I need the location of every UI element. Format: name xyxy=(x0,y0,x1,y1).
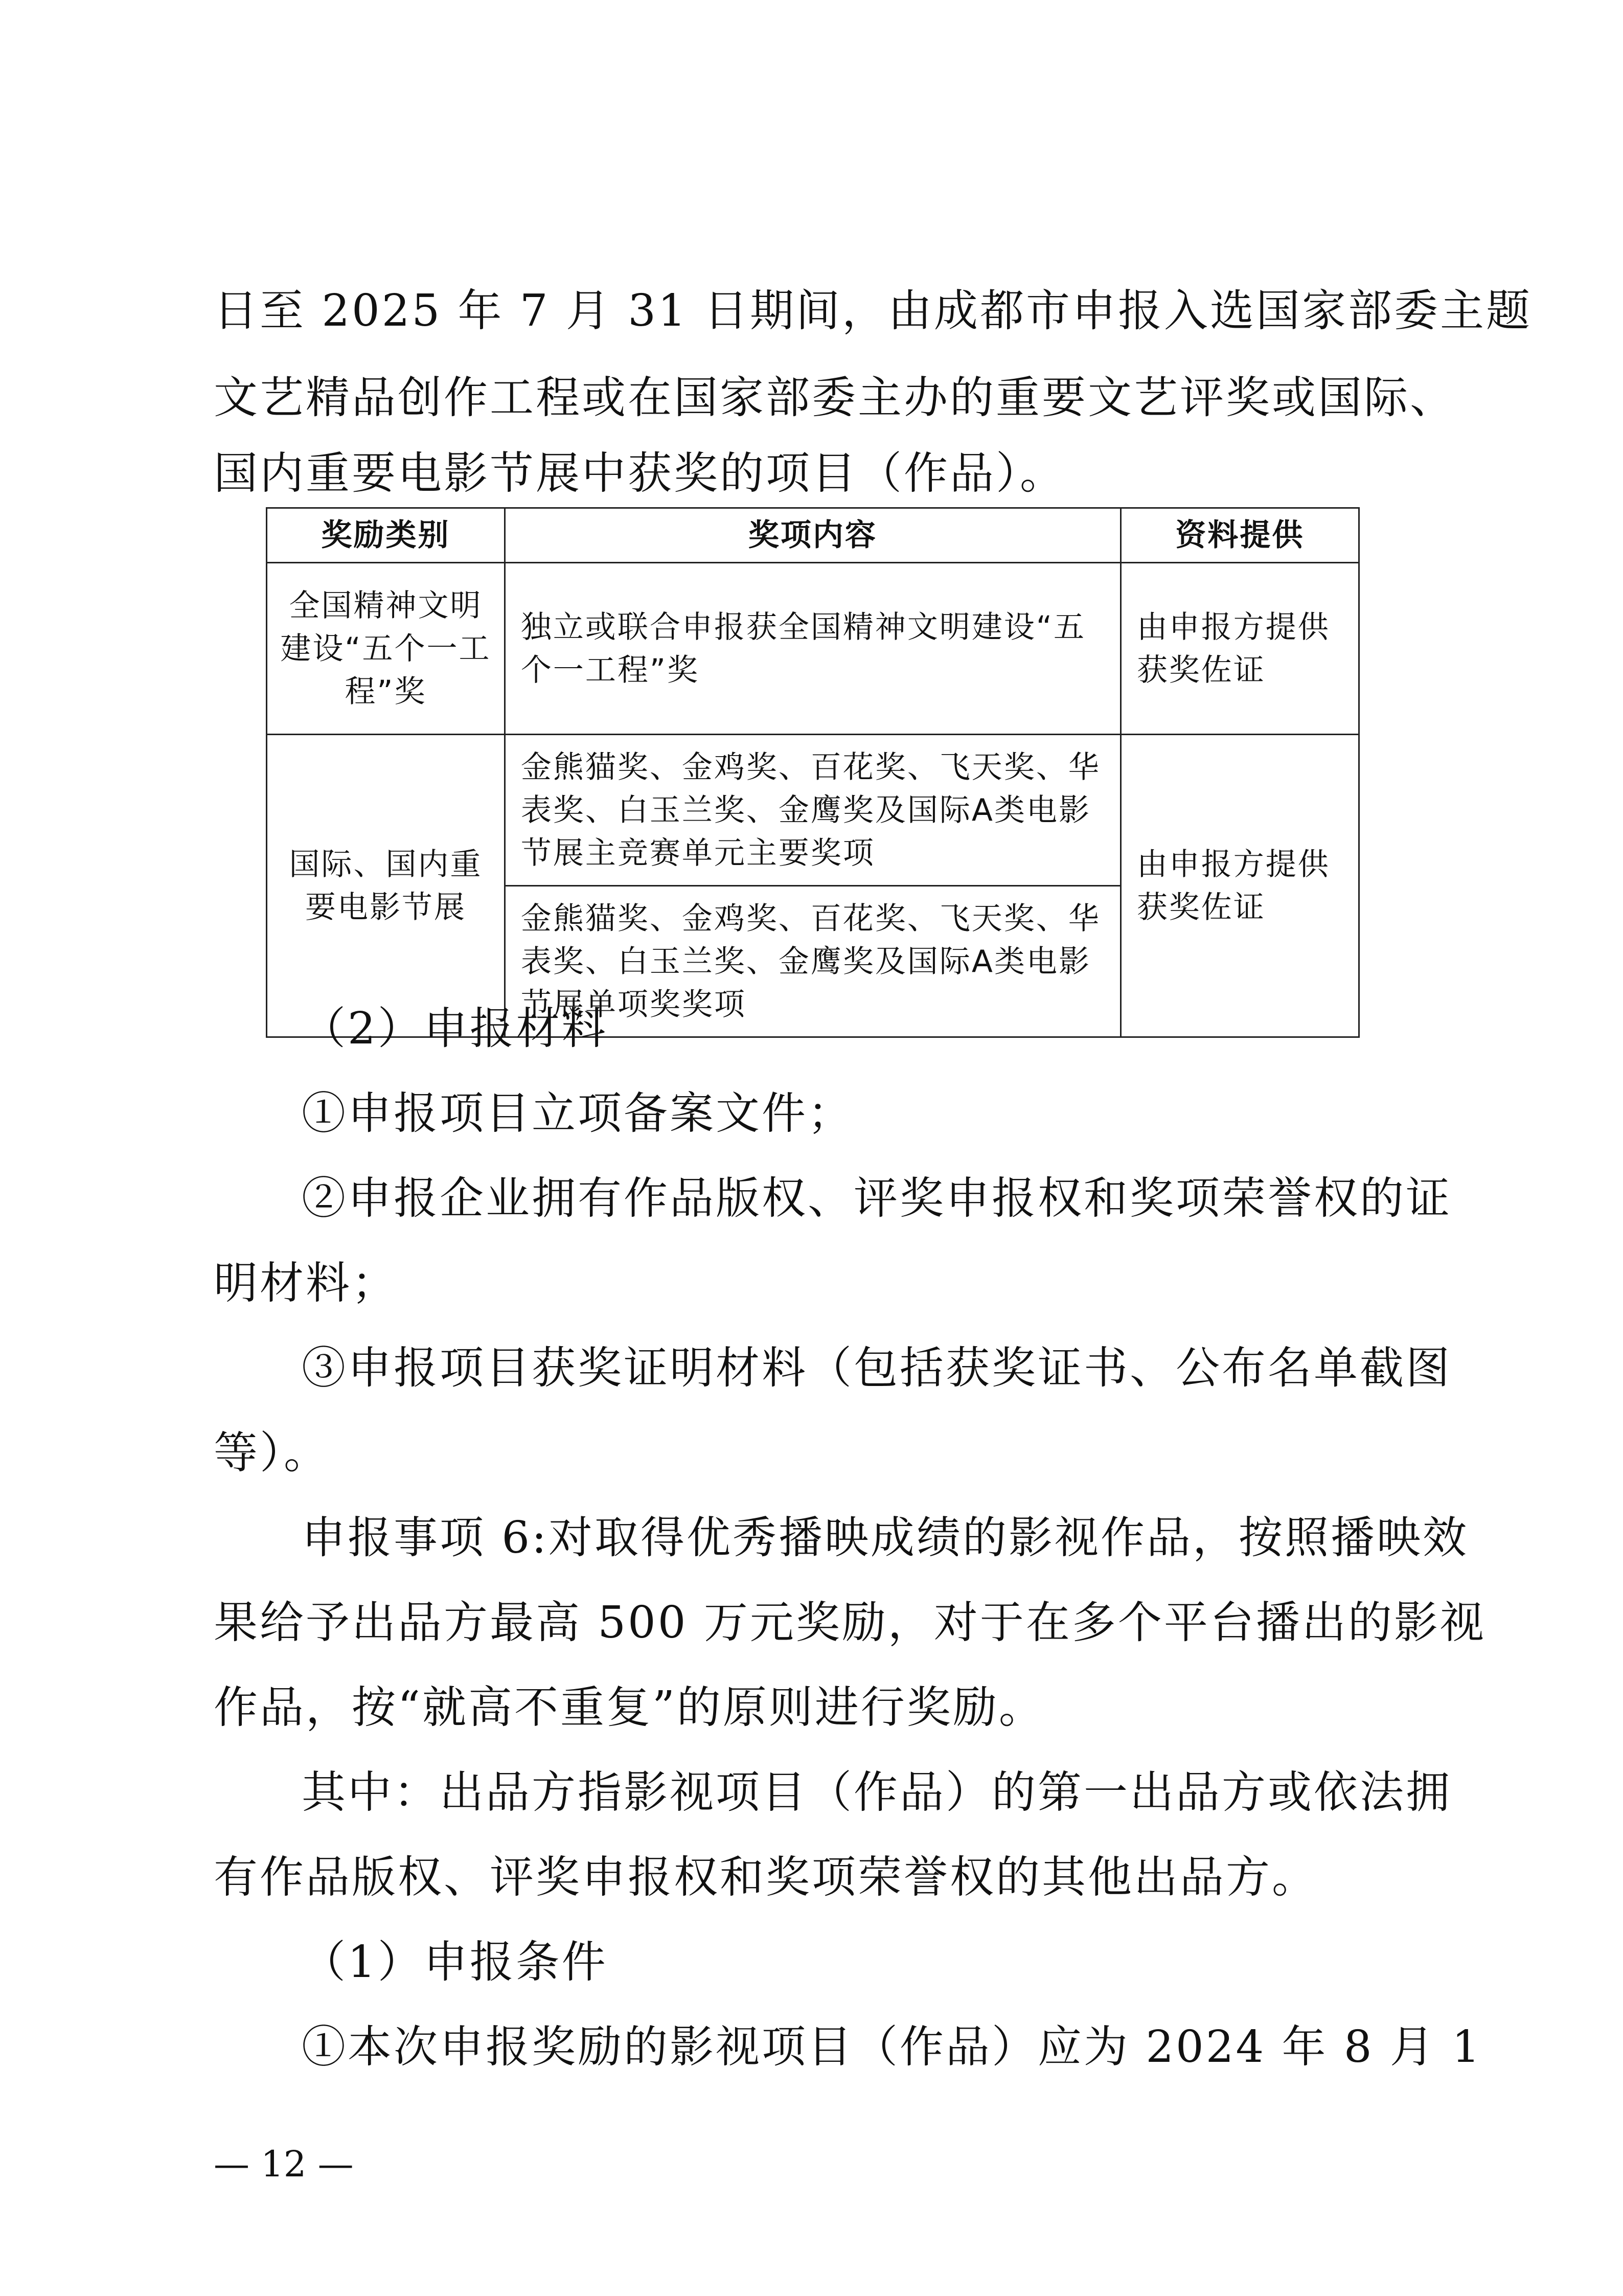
paragraph-line: 日至 2025 年 7 月 31 日期间，由成都市申报入选国家部委主题 xyxy=(214,285,1533,336)
page-number: — 12 — xyxy=(214,2143,354,2185)
section-heading: （2）申报材料 xyxy=(302,1003,608,1054)
table-row xyxy=(267,735,1359,886)
section-heading: （1）申报条件 xyxy=(302,1937,608,1988)
awards-table xyxy=(266,507,1360,1038)
materials-provided-cell: 由申报方提供获奖佐证 xyxy=(1121,735,1359,1037)
paragraph-line: 国内重要电影节展中获奖的项目（作品）。 xyxy=(214,448,1066,499)
award-content-cell: 金熊猫奖、金鸡奖、百花奖、飞天奖、华表奖、白玉兰奖、金鹰奖及国际A类电影节展单项奖奖项 xyxy=(505,886,1121,1037)
paragraph-line: 申报事项 6:对取得优秀播映成绩的影视作品，按照播映效 xyxy=(302,1512,1469,1563)
paragraph-line: 明材料； xyxy=(214,1258,398,1309)
paragraph-line: 有作品版权、评奖申报权和奖项荣誉权的其他出品方。 xyxy=(214,1852,1318,1903)
award-category-cell: 国际、国内重要电影节展 xyxy=(267,735,505,1037)
list-item: ②申报企业拥有作品版权、评奖申报权和奖项荣誉权的证 xyxy=(302,1173,1452,1224)
award-content-cell: 独立或联合申报获全国精神文明建设“五个一工程”奖 xyxy=(505,563,1121,735)
paragraph-line: 等）。 xyxy=(214,1427,330,1479)
table-header-row xyxy=(267,508,1359,563)
list-item: ①申报项目立项备案文件； xyxy=(302,1088,854,1139)
paragraph-line: 果给予出品方最高 500 万元奖励，对于在多个平台播出的影视 xyxy=(214,1597,1486,1648)
award-category-cell: 全国精神文明建设“五个一工程”奖 xyxy=(267,563,505,735)
paragraph-line: 文艺精品创作工程或在国家部委主办的重要文艺评奖或国际、 xyxy=(214,372,1456,423)
materials-provided-cell: 由申报方提供获奖佐证 xyxy=(1121,563,1359,735)
header-award-content: 奖项内容 xyxy=(505,508,1121,563)
paragraph-line: 其中：出品方指影视项目（作品）的第一出品方或依法拥 xyxy=(302,1767,1452,1818)
list-item: ①本次申报奖励的影视项目（作品）应为 2024 年 8 月 1 xyxy=(302,2021,1482,2073)
header-award-category: 奖励类别 xyxy=(267,508,505,563)
award-content-cell: 金熊猫奖、金鸡奖、百花奖、飞天奖、华表奖、白玉兰奖、金鹰奖及国际A类电影节展主竞赛单元主要奖项 xyxy=(505,735,1121,886)
table-row xyxy=(267,563,1359,735)
header-materials-provided: 资料提供 xyxy=(1121,508,1359,563)
paragraph-line: 作品，按“就高不重复”的原则进行奖励。 xyxy=(214,1682,1045,1733)
list-item: ③申报项目获奖证明材料（包括获奖证书、公布名单截图 xyxy=(302,1343,1452,1394)
